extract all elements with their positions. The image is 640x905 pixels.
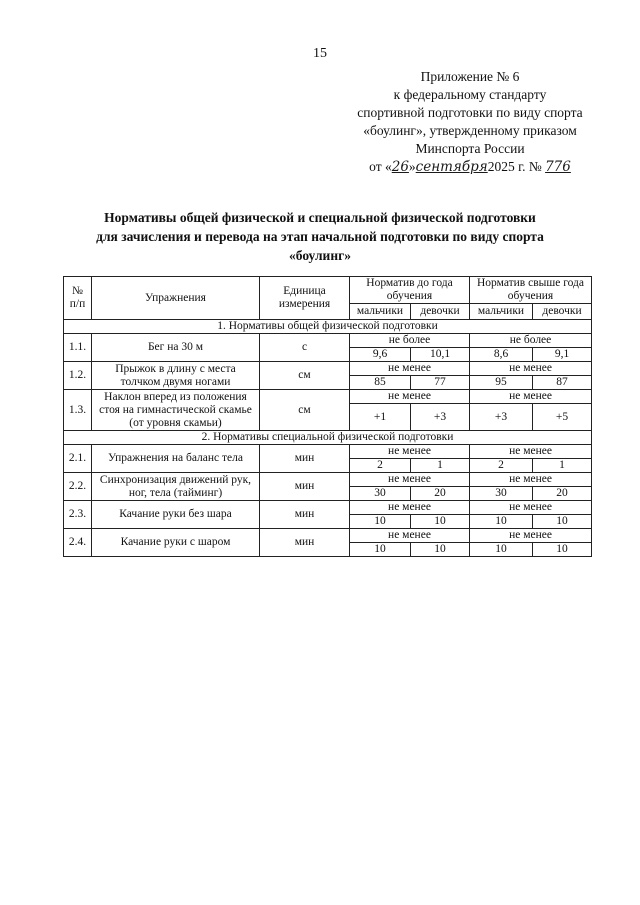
row-exercise: Упражнения на баланс тела (92, 445, 260, 473)
row-unit: с (260, 334, 350, 362)
header-norm-over-year: Норматив свыше года обучения (470, 277, 592, 304)
row-condition: не менее (470, 529, 592, 543)
value-girls-1: 10,1 (411, 348, 470, 362)
value-girls-2: 20 (533, 487, 592, 501)
row-condition: не менее (470, 501, 592, 515)
appendix-block (330, 68, 610, 176)
row-condition: не менее (470, 362, 592, 376)
appendix-line-4: «боулинг», утвержденному приказом (363, 123, 577, 138)
row-exercise: Качание руки с шаром (92, 529, 260, 557)
table-row (64, 334, 592, 348)
date-month-handwritten: сентября (415, 159, 488, 175)
title-line-1: Нормативы общей физической и специальной физической подготовки (104, 210, 536, 225)
table-row (64, 445, 592, 459)
row-condition: не менее (470, 473, 592, 487)
value-boys-2: 8,6 (470, 348, 533, 362)
header-unit: Единица измерения (260, 277, 350, 320)
header-boys-2: мальчики (470, 304, 533, 320)
row-num: 1.2. (64, 362, 92, 390)
value-girls-2: 87 (533, 376, 592, 390)
table-row (64, 473, 592, 487)
value-boys-1: 85 (350, 376, 411, 390)
date-mid: » (408, 159, 416, 174)
order-number-handwritten: 776 (545, 159, 571, 175)
row-condition: не менее (350, 445, 470, 459)
row-exercise: Бег на 30 м (92, 334, 260, 362)
row-num: 2.1. (64, 445, 92, 473)
row-unit: см (260, 362, 350, 390)
appendix-line-1: Приложение № 6 (420, 69, 520, 84)
section-title-2: 2. Нормативы специальной физической подготовки (64, 431, 592, 445)
row-condition: не менее (350, 529, 470, 543)
value-girls-2: 9,1 (533, 348, 592, 362)
section-row-1 (64, 320, 592, 334)
order-date-line (330, 158, 610, 176)
header-exercise: Упражнения (92, 277, 260, 320)
section-row-2 (64, 431, 592, 445)
header-norm-up-to-year: Норматив до года обучения (350, 277, 470, 304)
row-unit: мин (260, 445, 350, 473)
value-boys-2: 10 (470, 515, 533, 529)
value-boys-2: 30 (470, 487, 533, 501)
row-condition: не менее (350, 390, 470, 404)
row-num: 1.1. (64, 334, 92, 362)
table-row (64, 390, 592, 404)
appendix-line-2: к федеральному стандарту (393, 87, 547, 102)
table-row (64, 501, 592, 515)
value-boys-2: 10 (470, 543, 533, 557)
row-unit: мин (260, 529, 350, 557)
document-title (60, 208, 580, 265)
appendix-line-3: спортивной подготовки по виду спорта (357, 105, 583, 120)
value-boys-2: 95 (470, 376, 533, 390)
row-unit: см (260, 390, 350, 431)
section-title-1: 1. Нормативы общей физической подготовки (64, 320, 592, 334)
row-exercise: Синхронизация движений рук, ног, тела (тайминг) (92, 473, 260, 501)
norms-table (63, 276, 592, 557)
table-row (64, 529, 592, 543)
table-row (64, 362, 592, 376)
value-girls-1: 10 (411, 515, 470, 529)
row-exercise: Прыжок в длину с места толчком двумя ногами (92, 362, 260, 390)
value-girls-2: 10 (533, 543, 592, 557)
page-number: 15 (313, 46, 327, 61)
value-boys-2: +3 (470, 404, 533, 431)
row-condition: не более (350, 334, 470, 348)
row-condition: не менее (350, 501, 470, 515)
row-condition: не менее (350, 473, 470, 487)
value-boys-1: 9,6 (350, 348, 411, 362)
header-boys-1: мальчики (350, 304, 411, 320)
value-girls-2: 10 (533, 515, 592, 529)
value-boys-1: 10 (350, 543, 411, 557)
row-exercise: Наклон вперед из положения стоя на гимнастической скамье (от уровня скамьи) (92, 390, 260, 431)
row-unit: мин (260, 473, 350, 501)
header-num: № п/п (64, 277, 92, 320)
title-line-2: для зачисления и перевода на этап начальной подготовки по виду спорта (96, 229, 544, 244)
row-num: 2.3. (64, 501, 92, 529)
value-girls-2: +5 (533, 404, 592, 431)
value-boys-2: 2 (470, 459, 533, 473)
row-condition: не менее (470, 445, 592, 459)
header-girls-1: девочки (411, 304, 470, 320)
row-num: 1.3. (64, 390, 92, 431)
value-boys-1: 30 (350, 487, 411, 501)
table-header-row (64, 277, 592, 304)
value-girls-2: 1 (533, 459, 592, 473)
value-girls-1: 77 (411, 376, 470, 390)
date-day-handwritten: 26 (391, 159, 409, 175)
row-condition: не более (470, 334, 592, 348)
row-num: 2.4. (64, 529, 92, 557)
value-boys-1: +1 (350, 404, 411, 431)
row-condition: не менее (350, 362, 470, 376)
value-girls-1: 10 (411, 543, 470, 557)
value-boys-1: 2 (350, 459, 411, 473)
date-prefix: от « (369, 159, 392, 174)
row-unit: мин (260, 501, 350, 529)
value-girls-1: +3 (411, 404, 470, 431)
row-condition: не менее (470, 390, 592, 404)
row-num: 2.2. (64, 473, 92, 501)
value-girls-1: 1 (411, 459, 470, 473)
value-girls-1: 20 (411, 487, 470, 501)
row-exercise: Качание руки без шара (92, 501, 260, 529)
value-boys-1: 10 (350, 515, 411, 529)
header-girls-2: девочки (533, 304, 592, 320)
title-line-3: «боулинг» (289, 248, 351, 263)
date-year: 2025 г. № (487, 159, 546, 174)
appendix-line-5: Минспорта России (415, 141, 525, 156)
